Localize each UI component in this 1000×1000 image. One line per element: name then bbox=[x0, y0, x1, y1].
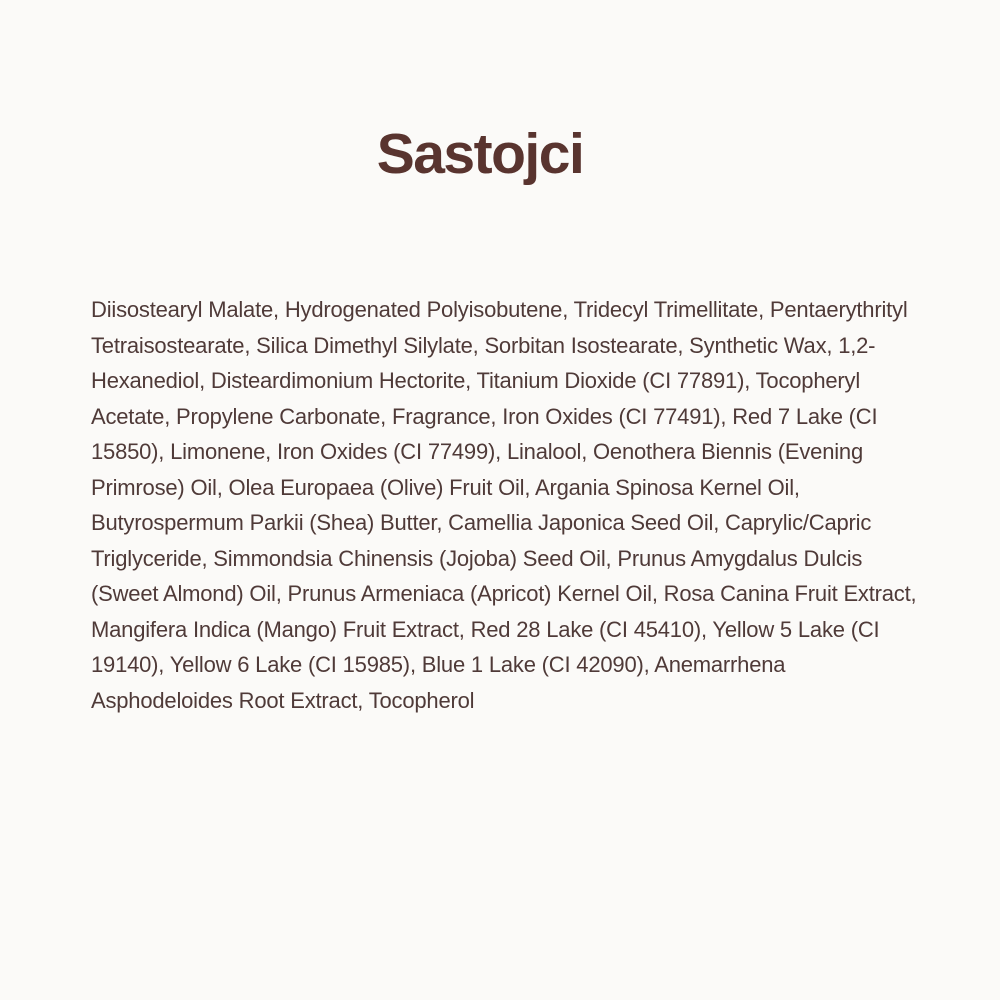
page-title: Sastojci bbox=[376, 122, 584, 186]
ingredients-text: Diisostearyl Malate, Hydrogenated Polyisobutene, Tridecyl Trimellitate, Pentaerythrityl Tetraisostearate, Silica Dimethyl Silylate, Sorbitan Isostearate, Synthetic Wax, 1,2-Hexanediol, Disteardimonium Hectorite, Titanium Dioxide (CI 77891), Tocopheryl Acetate, Propylene Carbonate, Fragrance, Iron Oxides (CI 77491), Red 7 Lake (CI 15850), Limonene, Iron Oxides (CI 77499), Linalool, Oenothera Biennis (Evening Primrose) Oil, Olea Europaea (Olive) Fruit Oil, Argania Spinosa Kernel Oil, Butyrospermum Parkii (Shea) Butter, Camellia Japonica Seed Oil, Caprylic/Capric Triglyceride, Simmondsia Chinensis (Jojoba) Seed Oil, Prunus Amygdalus Dulcis (Sweet Almond) Oil, Prunus Armeniaca (Apricot) Kernel Oil, Rosa Canina Fruit Extract, Mangifera Indica (Mango) Fruit Extract, Red 28 Lake (CI 45410), Yellow 5 Lake (CI 19140), Yellow 6 Lake (CI 15985), Blue 1 Lake (CI 42090), Anemarrhena Asphodeloides Root Extract, Tocopherol bbox=[91, 297, 917, 713]
